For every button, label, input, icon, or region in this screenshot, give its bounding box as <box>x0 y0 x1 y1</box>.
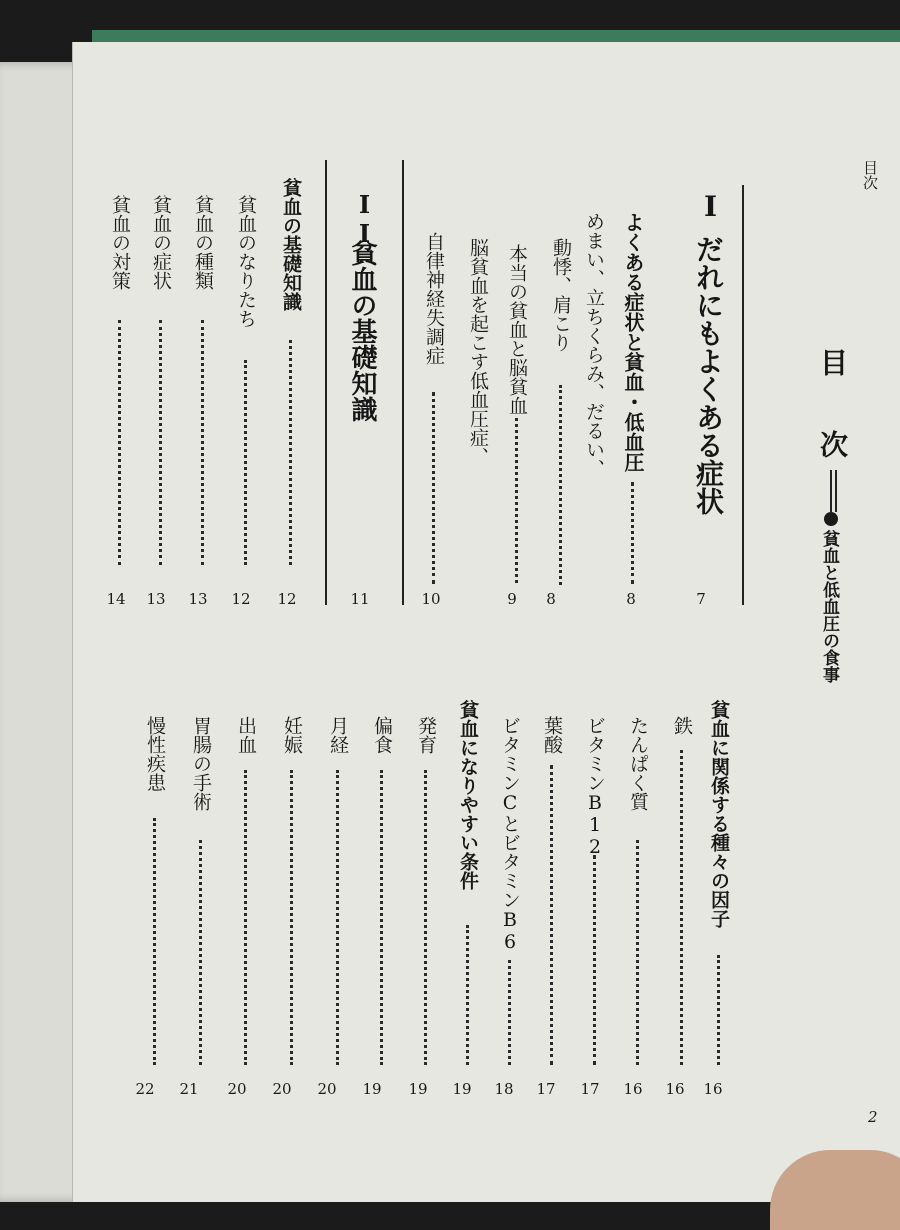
title-rule <box>830 470 832 512</box>
toc-item-12: たんぱく質 <box>627 716 649 811</box>
toc-item-10: 貧血に関係する種々の因子 <box>708 700 730 928</box>
toc-item-3-page: 9 <box>507 590 517 608</box>
section2-title: 貧血の基礎知識 <box>347 240 377 422</box>
section2-rule-left <box>325 160 327 605</box>
toc-item-16-page: 19 <box>452 1080 472 1098</box>
section1-numeral: I <box>694 190 727 223</box>
toc-item-1: よくある症状と貧血・低血圧 <box>621 212 645 472</box>
leader-dots <box>290 770 293 1065</box>
toc-item-7: 貧血の種類 <box>192 195 214 290</box>
toc-item-13-page: 17 <box>580 1080 600 1098</box>
toc-item-15: ビタミンCとビタミンB6 <box>499 716 521 953</box>
toc-item-19-page: 20 <box>317 1080 337 1098</box>
book-subtitle: 貧血と低血圧の食事 <box>819 530 839 683</box>
leader-dots <box>289 340 292 565</box>
leader-dots <box>424 770 427 1065</box>
title-rule-2 <box>835 470 837 512</box>
toc-item-5: 貧血の基礎知識 <box>280 178 302 311</box>
leader-dots <box>515 418 518 583</box>
toc-item-2a: めまい、立ちくらみ、だるい、 <box>583 212 605 478</box>
leader-dots <box>153 818 156 1065</box>
toc-item-5-page: 12 <box>277 590 297 608</box>
toc-item-17-page: 19 <box>408 1080 428 1098</box>
leader-dots <box>199 840 202 1065</box>
leader-dots <box>432 392 435 584</box>
toc-item-6-page: 12 <box>231 590 251 608</box>
leader-dots <box>559 385 562 585</box>
leader-dots <box>244 360 247 565</box>
toc-item-18: 偏食 <box>371 716 393 754</box>
toc-item-23: 慢性疾患 <box>144 716 166 792</box>
section2-numeral: II <box>350 190 379 248</box>
toc-item-4a: 脳貧血を起こす低血圧症、 <box>467 238 489 466</box>
leader-dots <box>508 960 511 1065</box>
toc-item-20-page: 20 <box>272 1080 292 1098</box>
page-number: 2 <box>868 1108 878 1126</box>
toc-item-23-page: 22 <box>135 1080 155 1098</box>
bullet-icon <box>824 512 838 526</box>
toc-item-9: 貧血の対策 <box>109 195 131 290</box>
toc-item-17: 発育 <box>415 716 437 754</box>
leader-dots <box>593 855 596 1065</box>
toc-item-4-page: 10 <box>421 590 441 608</box>
leader-dots <box>466 925 469 1065</box>
toc-item-10-page: 16 <box>703 1080 723 1098</box>
toc-item-9-page: 14 <box>106 590 126 608</box>
leader-dots <box>631 482 634 584</box>
toc-item-11-page: 16 <box>665 1080 685 1098</box>
toc-item-2b: 動悸、肩こり <box>550 238 572 352</box>
toc-item-14: 葉酸 <box>541 716 563 754</box>
toc-item-21: 出血 <box>235 716 257 754</box>
toc-item-21-page: 20 <box>227 1080 247 1098</box>
leader-dots <box>636 840 639 1065</box>
toc-title-me: 目 <box>816 348 849 376</box>
section1-page: 7 <box>696 590 706 608</box>
toc-item-11: 鉄 <box>671 716 693 735</box>
leader-dots <box>336 770 339 1065</box>
leader-dots <box>201 320 204 565</box>
toc-title-ji: 次 <box>816 430 849 458</box>
toc-item-8-page: 13 <box>146 590 166 608</box>
toc-item-14-page: 17 <box>536 1080 556 1098</box>
toc-item-8: 貧血の症状 <box>150 195 172 290</box>
leader-dots <box>550 765 553 1065</box>
toc-item-16: 貧血になりやすい条件 <box>457 700 479 890</box>
leader-dots <box>717 955 720 1065</box>
toc-item-1-page: 8 <box>626 590 636 608</box>
leader-dots <box>244 770 247 1065</box>
toc-item-22: 胃腸の手術 <box>190 716 212 811</box>
toc-item-4b: 自律神経失調症 <box>423 232 445 365</box>
running-header: 目次 <box>861 160 879 190</box>
section2-page: 11 <box>350 590 370 608</box>
toc-item-19: 月経 <box>327 716 349 754</box>
toc-item-18-page: 19 <box>362 1080 382 1098</box>
toc-item-13: ビタミンB12 <box>584 716 606 858</box>
toc-item-15-page: 18 <box>494 1080 514 1098</box>
toc-item-22-page: 21 <box>179 1080 199 1098</box>
leader-dots <box>380 770 383 1065</box>
leader-dots <box>680 750 683 1065</box>
toc-item-6: 貧血のなりたち <box>235 195 257 328</box>
toc-item-2-page: 8 <box>546 590 556 608</box>
section1-title: だれにもよくある症状 <box>692 235 725 515</box>
toc-item-20: 妊娠 <box>281 716 303 754</box>
section2-rule <box>402 160 404 605</box>
toc-item-3: 本当の貧血と脳貧血 <box>506 244 528 415</box>
leader-dots <box>118 320 121 565</box>
toc-item-7-page: 13 <box>188 590 208 608</box>
section1-rule <box>742 185 744 605</box>
toc-item-12-page: 16 <box>623 1080 643 1098</box>
leader-dots <box>159 320 162 565</box>
